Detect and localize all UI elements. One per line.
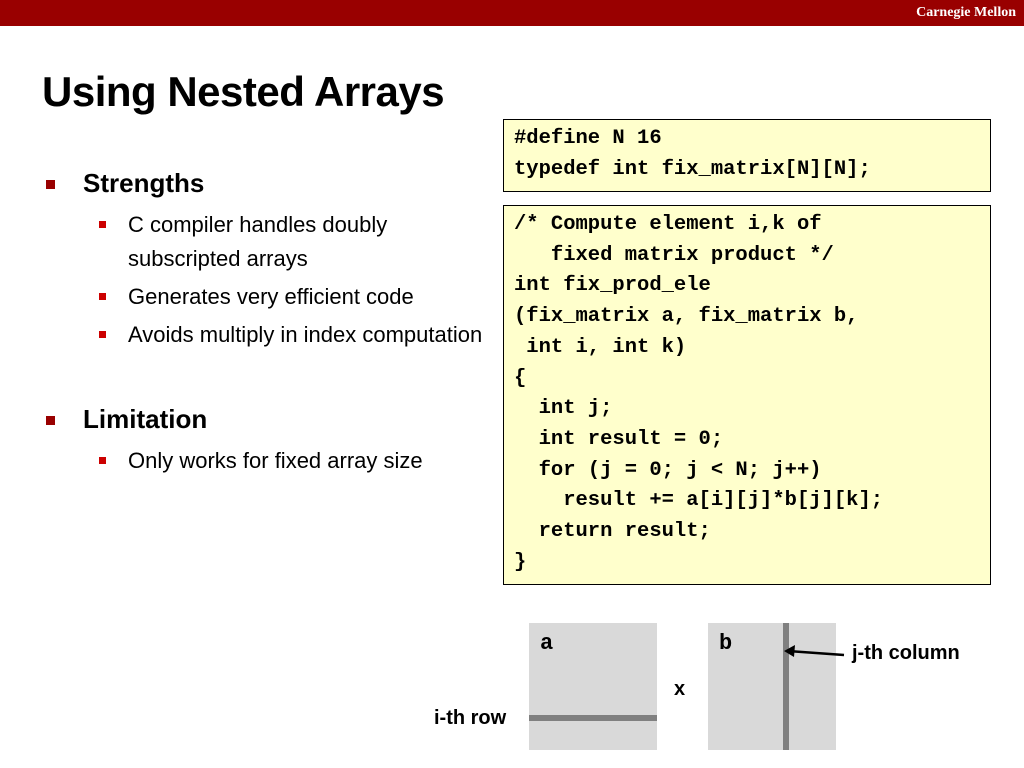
square-bullet-icon bbox=[46, 180, 55, 189]
list-item-text: Only works for fixed array size bbox=[128, 448, 423, 473]
typedef-code-block: #define N 16 typedef int fix_matrix[N][N]; bbox=[503, 119, 991, 192]
section-heading-text: Strengths bbox=[83, 168, 205, 198]
list-item-text: Avoids multiply in index computation bbox=[128, 322, 483, 347]
column-label: j-th column bbox=[852, 642, 960, 664]
row-label: i-th row bbox=[434, 707, 507, 729]
list-item bbox=[46, 444, 486, 478]
matrix-b-label: b bbox=[719, 631, 733, 656]
slide-title: Using Nested Arrays bbox=[42, 68, 445, 115]
matrix-a bbox=[529, 623, 657, 750]
list-item-text: C compiler handles doubly subscripted arrays bbox=[128, 212, 388, 271]
list-item bbox=[46, 208, 486, 276]
row-highlight-line bbox=[529, 715, 657, 721]
matrix-a-label: a bbox=[540, 631, 554, 656]
bullet-list bbox=[46, 166, 486, 478]
section-heading-limitation bbox=[46, 402, 486, 436]
list-item bbox=[46, 280, 486, 314]
section-heading-strengths bbox=[46, 166, 486, 200]
square-bullet-icon bbox=[99, 293, 106, 300]
square-bullet-icon bbox=[99, 221, 106, 228]
list-item bbox=[46, 318, 486, 352]
header-bar bbox=[0, 0, 1024, 26]
multiply-operator: x bbox=[674, 678, 686, 700]
square-bullet-icon bbox=[46, 416, 55, 425]
section-heading-text: Limitation bbox=[83, 404, 208, 434]
function-code-block: /* Compute element i,k of fixed matrix product */ int fix_prod_ele (fix_matrix a, fix_matrix b, int i, int k) { int j; int result = 0; for (j = 0; j < N; j++) result += a[i][j]*b[j][k]; return result; } bbox=[503, 205, 991, 585]
square-bullet-icon bbox=[99, 457, 106, 464]
square-bullet-icon bbox=[99, 331, 106, 338]
arrow-left-icon bbox=[780, 640, 848, 664]
list-item-text: Generates very efficient code bbox=[128, 284, 414, 309]
brand-label: Carnegie Mellon bbox=[916, 5, 1016, 20]
